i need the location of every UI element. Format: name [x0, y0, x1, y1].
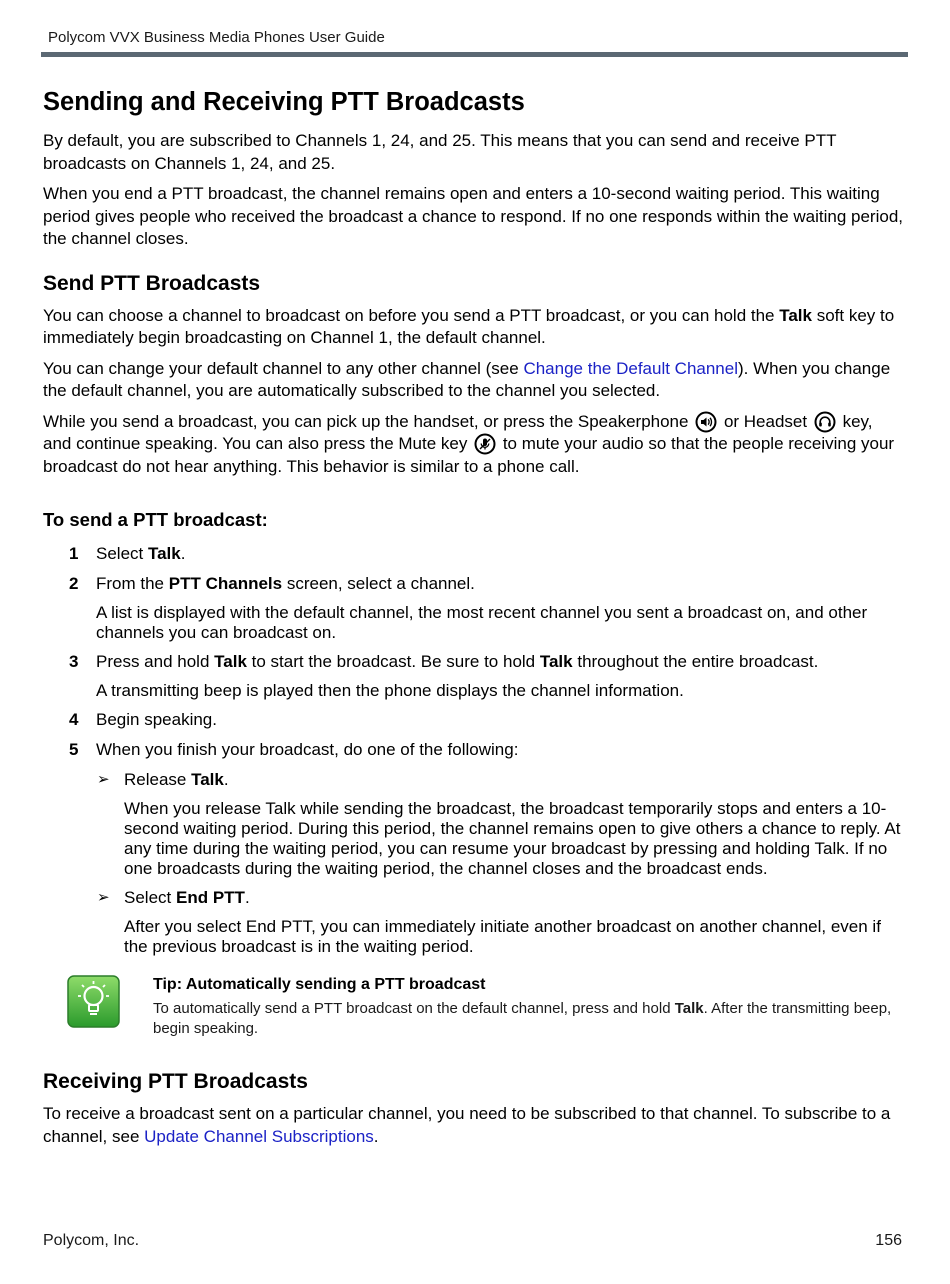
- section-title-sending-receiving: Sending and Receiving PTT Broadcasts: [43, 88, 525, 116]
- send-paragraph-1: You can choose a channel to broadcast on before you send a PTT broadcast, or you can hold the Talk soft key to immediately begin broadcasting on Channel 1, the default channel.: [43, 305, 895, 347]
- step-4: 4 Begin speaking.: [69, 710, 217, 729]
- lightbulb-icon: [67, 975, 120, 1028]
- step-2: 2 From the PTT Channels screen, select a channel.: [69, 574, 475, 593]
- option-release-talk-note: When you release Talk while sending the broadcast, the broadcast temporarily stops and enters a 10-second waiting period. During this period, the channel remains open to give others a chance to reply. At any time during the waiting period, you can resume your broadcast by pressing and holding Talk. If no one broadcasts during the waiting period, the channel closes and the broadcast ends.: [124, 799, 901, 878]
- procedure-title: To send a PTT broadcast:: [43, 509, 268, 530]
- running-header: Polycom VVX Business Media Phones User Guide: [48, 29, 385, 46]
- send-paragraph-2: You can change your default channel to any other channel (see Change the Default Channel). When you change the default channel, you are automatically subscribed to the channel you selected.: [43, 358, 891, 400]
- page-number: 156: [875, 1232, 902, 1249]
- send-paragraph-3: While you send a broadcast, you can pick up the handset, or press the Speakerphone or Headset key, and continue speaking. You can also press the Mute key to mute your audio so that the people receiving your broadcast do not hear anything. This behavior is similar to a phone call.: [43, 411, 895, 476]
- arrow-bullet-icon: ➢: [97, 771, 110, 788]
- option-select-end-ptt: ➢ Select End PTT.: [97, 888, 250, 907]
- section-title-receiving: Receiving PTT Broadcasts: [43, 1070, 308, 1093]
- step-3: 3 Press and hold Talk to start the broadcast. Be sure to hold Talk throughout the entire broadcast.: [69, 652, 819, 671]
- step-5: 5 When you finish your broadcast, do one of the following:: [69, 740, 519, 759]
- step-3-note: A transmitting beep is played then the phone displays the channel information.: [96, 681, 684, 700]
- receive-paragraph: To receive a broadcast sent on a particular channel, you need to be subscribed to that channel. To subscribe to a channel, see Update Channel Subscriptions.: [43, 1104, 891, 1146]
- change-default-channel-link[interactable]: Change the Default Channel: [523, 358, 738, 378]
- arrow-bullet-icon: ➢: [97, 889, 110, 906]
- update-channel-subscriptions-link[interactable]: Update Channel Subscriptions: [144, 1126, 374, 1146]
- option-select-end-ptt-note: After you select End PTT, you can immediately initiate another broadcast on another channel, even if the previous broadcast is in the waiting period.: [124, 917, 881, 956]
- footer-company: Polycom, Inc.: [43, 1232, 140, 1249]
- header-rule: [41, 52, 908, 57]
- mute-icon: [474, 433, 496, 455]
- speakerphone-icon: [695, 411, 717, 433]
- tip-body: To automatically send a PTT broadcast on the default channel, press and hold Talk. After the transmitting beep, begin speaking.: [153, 1000, 892, 1037]
- waiting-period-paragraph: When you end a PTT broadcast, the channel remains open and enters a 10-second waiting period. This waiting period gives people who received the broadcast a chance to respond. If no one responds within the waiting period, the channel closes.: [43, 184, 903, 248]
- option-release-talk: ➢ Release Talk.: [97, 770, 229, 789]
- intro-paragraph: By default, you are subscribed to Channels 1, 24, and 25. This means that you can send and receive PTT broadcasts on Channels 1, 24, and 25.: [43, 131, 837, 173]
- section-title-send: Send PTT Broadcasts: [43, 271, 261, 295]
- page-content: [43, 86, 905, 1156]
- headset-icon: [814, 411, 836, 433]
- tip-box: [43, 975, 905, 1043]
- tip-title: Tip: Automatically sending a PTT broadcast: [153, 976, 486, 993]
- step-1: 1 Select Talk.: [69, 544, 186, 563]
- step-2-note: A list is displayed with the default channel, the most recent channel you sent a broadcast on, and other channels you can broadcast on.: [96, 603, 868, 642]
